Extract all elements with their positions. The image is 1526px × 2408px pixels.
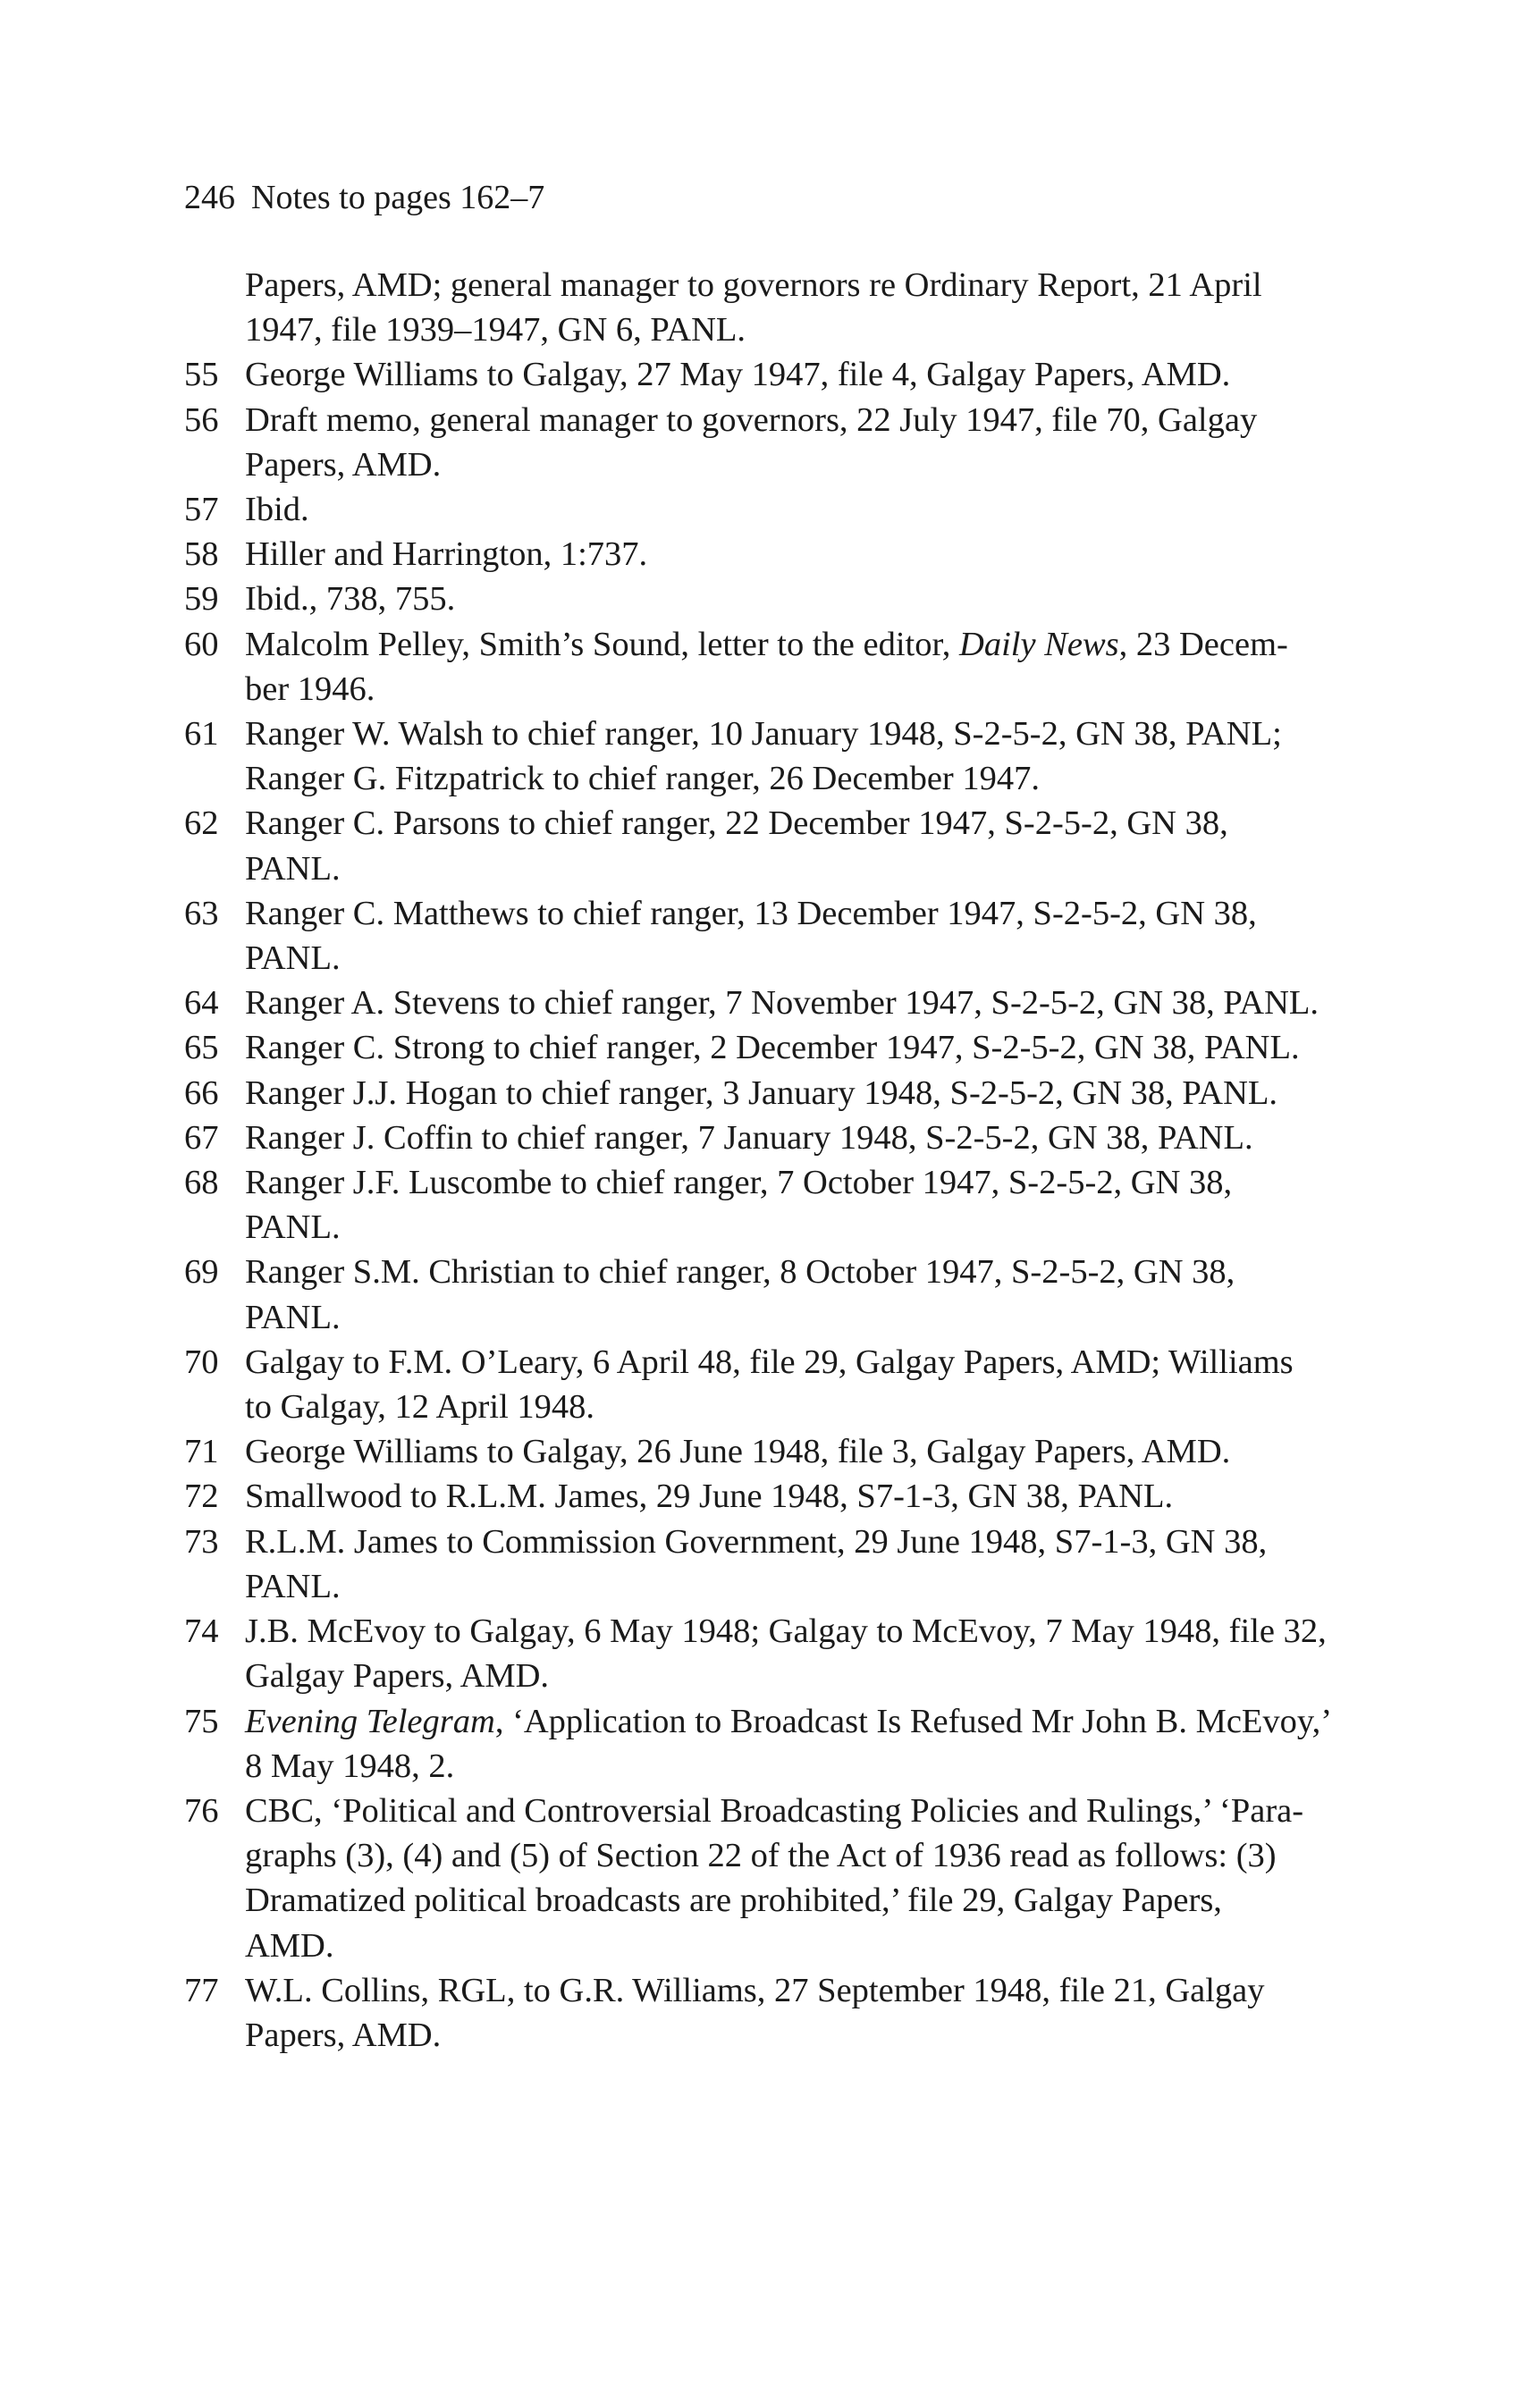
note-73: [184, 1520, 1364, 1609]
note-64: [184, 981, 1364, 1025]
note-69: [184, 1250, 1364, 1339]
note-text: Smallwood to R.L.M. James, 29 June 1948, S7-1-3, GN 38, PANL.: [245, 1478, 1174, 1516]
note-text: Ranger J.J. Hogan to chief ranger, 3 January 1948, S-2-5-2, GN 38, PANL.: [245, 1073, 1278, 1112]
note-74: [184, 1609, 1364, 1698]
note-text: Malcolm Pelley, Smith’s Sound, letter to the editor, Daily News, 23 Decem- ber 1946.: [245, 625, 1288, 708]
note-number: 66: [184, 1073, 219, 1112]
note-number: 69: [184, 1253, 219, 1292]
note-number: 71: [184, 1433, 219, 1471]
note-70: [184, 1340, 1364, 1429]
note-text: Ranger A. Stevens to chief ranger, 7 November 1947, S-2-5-2, GN 38, PANL.: [245, 984, 1319, 1023]
note-number: 58: [184, 535, 219, 574]
note-67: [184, 1116, 1364, 1160]
note-number: 70: [184, 1343, 219, 1381]
note-59: [184, 577, 1364, 621]
note-text: CBC, ‘Political and Controversial Broadcasting Policies and Rulings,’ ‘Para- graphs (3), (4) and (5) of Section 22 of the Act of 1936 read as follows: (3) Dramatized political broadcasts are prohibited,’ file 29, Galgay Papers, AMD.: [245, 1791, 1304, 1965]
note-text: Ranger S.M. Christian to chief ranger, 8 October 1947, S-2-5-2, GN 38, PANL.: [245, 1253, 1235, 1336]
note-72: [184, 1474, 1364, 1519]
note-text: Ibid., 738, 755.: [245, 580, 456, 619]
note-68: [184, 1160, 1364, 1250]
page-number: 246: [184, 179, 235, 216]
note-number: 63: [184, 894, 219, 932]
note-text: Ranger C. Parsons to chief ranger, 22 December 1947, S-2-5-2, GN 38, PANL.: [245, 804, 1228, 888]
note-number: 55: [184, 356, 219, 394]
note-number: 65: [184, 1029, 219, 1067]
note-text: Ranger J.F. Luscombe to chief ranger, 7 October 1947, S-2-5-2, GN 38, PANL.: [245, 1164, 1233, 1247]
note-text: Draft memo, general manager to governors, 22 July 1947, file 70, Galgay Papers, AMD.: [245, 400, 1258, 484]
italic-title: Evening Telegram: [245, 1702, 495, 1740]
note-number: 56: [184, 400, 219, 439]
note-number: 75: [184, 1702, 219, 1740]
note-58: [184, 532, 1364, 577]
note-text: Ranger J. Coffin to chief ranger, 7 January 1948, S-2-5-2, GN 38, PANL.: [245, 1118, 1253, 1157]
note-text: Hiller and Harrington, 1:737.: [245, 535, 648, 574]
note-text: Ranger C. Matthews to chief ranger, 13 December 1947, S-2-5-2, GN 38, PANL.: [245, 894, 1257, 978]
running-head: [184, 175, 544, 220]
note-text: Evening Telegram, ‘Application to Broadcast Is Refused Mr John B. McEvoy,’ 8 May 1948, 2.: [245, 1702, 1333, 1785]
note-text: Ranger C. Strong to chief ranger, 2 December 1947, S-2-5-2, GN 38, PANL.: [245, 1029, 1300, 1067]
italic-title: Daily News: [959, 625, 1119, 663]
note-text: J.B. McEvoy to Galgay, 6 May 1948; Galgay to McEvoy, 7 May 1948, file 32, Galgay Papers, AMD.: [245, 1612, 1327, 1696]
note-text: Papers, AMD; general manager to governors re Ordinary Report, 21 April 1947, file 1939–1947, GN 6, PANL.: [245, 266, 1262, 349]
note-66: [184, 1071, 1364, 1116]
note-number: 73: [184, 1522, 219, 1561]
note-57: [184, 487, 1364, 532]
note-71: [184, 1429, 1364, 1474]
note-55: [184, 352, 1364, 397]
note-number: 61: [184, 715, 219, 754]
note-text: George Williams to Galgay, 26 June 1948, file 3, Galgay Papers, AMD.: [245, 1433, 1231, 1471]
note-number: 60: [184, 625, 219, 663]
note-number: 68: [184, 1164, 219, 1202]
note-65: [184, 1025, 1364, 1070]
note-number: 77: [184, 1971, 219, 2009]
note-number: 74: [184, 1612, 219, 1651]
note-number: 59: [184, 580, 219, 619]
note-number: 72: [184, 1478, 219, 1516]
running-head-title: Notes to pages 162–7: [251, 179, 545, 216]
notes-list: [184, 263, 1364, 2058]
note-text: R.L.M. James to Commission Government, 29 June 1948, S7-1-3, GN 38, PANL.: [245, 1522, 1268, 1605]
note-number: 57: [184, 491, 219, 529]
note-number: 62: [184, 804, 219, 843]
note-61: [184, 711, 1364, 801]
note-77: [184, 1968, 1364, 2058]
note-text: Galgay to F.M. O’Leary, 6 April 48, file 29, Galgay Papers, AMD; Williams to Galgay, 12 April 1948.: [245, 1343, 1294, 1427]
note-continued: [184, 263, 1364, 352]
note-text: W.L. Collins, RGL, to G.R. Williams, 27 September 1948, file 21, Galgay Papers, AMD.: [245, 1971, 1265, 2054]
note-text: George Williams to Galgay, 27 May 1947, file 4, Galgay Papers, AMD.: [245, 356, 1231, 394]
note-62: [184, 801, 1364, 890]
note-number: 76: [184, 1791, 219, 1830]
note-text: Ranger W. Walsh to chief ranger, 10 January 1948, S-2-5-2, GN 38, PANL; Ranger G. Fitzpatrick to chief ranger, 26 December 1947.: [245, 715, 1282, 798]
note-number: 67: [184, 1118, 219, 1157]
note-76: [184, 1789, 1364, 1968]
note-75: [184, 1699, 1364, 1789]
note-number: 64: [184, 984, 219, 1023]
note-text: Ibid.: [245, 491, 309, 529]
note-63: [184, 891, 1364, 981]
note-56: [184, 398, 1364, 487]
note-60: [184, 622, 1364, 711]
